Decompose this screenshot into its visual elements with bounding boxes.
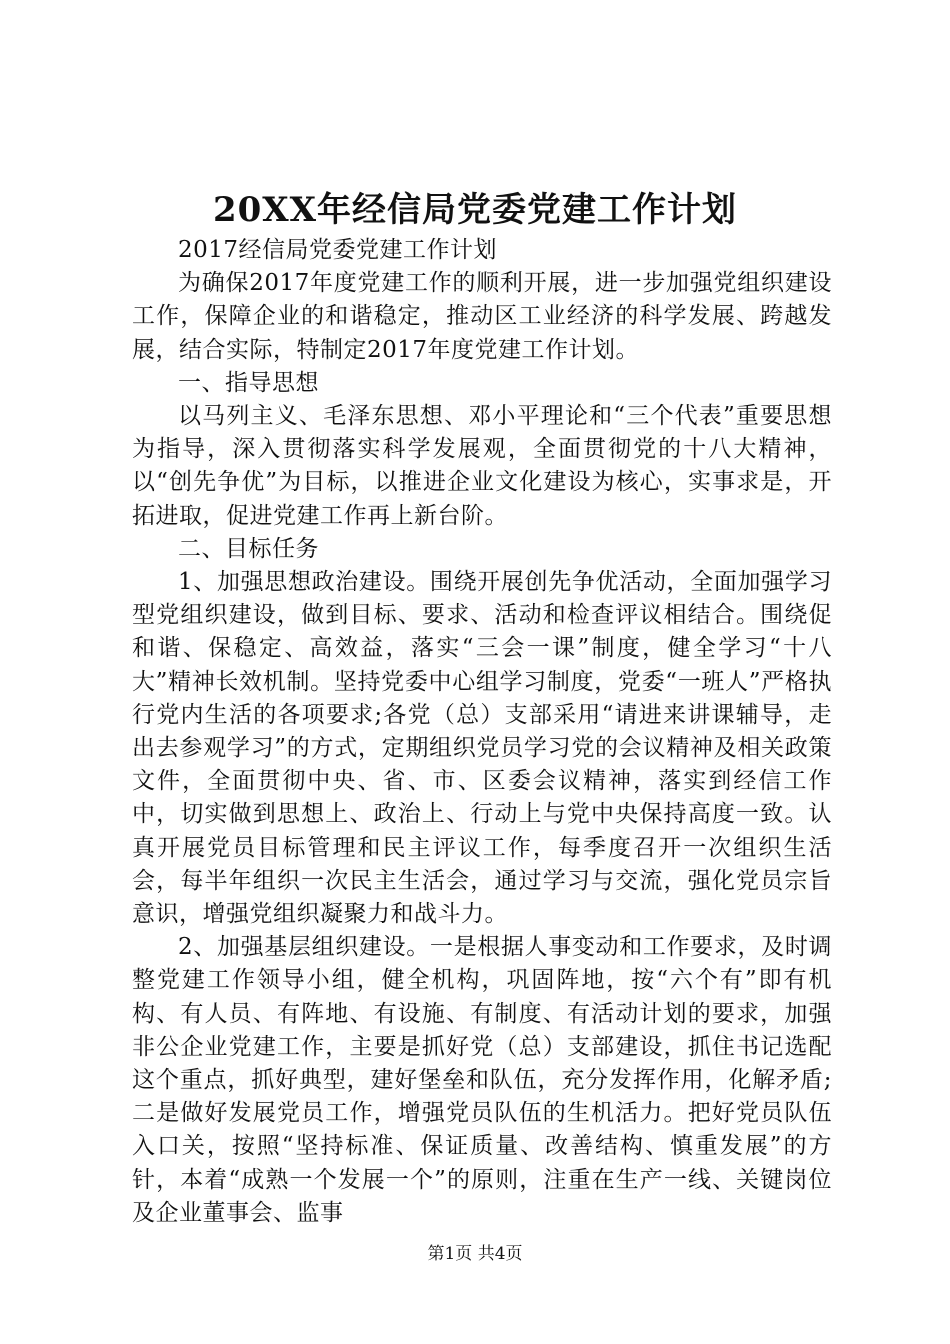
paragraph-subtitle: 2017经信局党委党建工作计划: [178, 237, 498, 263]
document-title: 20XX年经信局党委党建工作计划: [212, 190, 738, 230]
section-heading-goals-tasks: 二、目标任务: [178, 535, 319, 562]
document-body: [132, 234, 832, 1230]
page-number-footer: 第1页 共4页: [427, 1244, 523, 1264]
paragraph-guiding-ideology: 以马列主义、毛泽东思想、邓小平理论和“三个代表”重要思想为指导，深入贯彻落实科学发展观，全面贯彻党的十八大精神，以“创先争优”为目标，以推进企业文化建设为核心，实事求是，开拓进取，促进党建工作再上新台阶。: [132, 403, 832, 529]
paragraph-intro: 为确保2017年度党建工作的顺利开展，进一步加强党组织建设工作，保障企业的和谐稳定，推动区工业经济的科学发展、跨越发展，结合实际，特制定2017年度党建工作计划。: [132, 270, 832, 363]
section-heading-guiding-ideology: 一、指导思想: [178, 369, 319, 396]
paragraph-task-1: 1、加强思想政治建设。围绕开展创先争优活动，全面加强学习型党组织建设，做到目标、要求、活动和检查评议相结合。围绕促和谐、保稳定、高效益，落实“三会一课”制度，健全学习“十八大”精神长效机制。坚持党委中心组学习制度，党委“一班人”严格执行党内生活的各项要求;各党（总）支部采用“请进来讲课辅导，走出去参观学习”的方式，定期组织党员学习党的会议精神及相关政策文件，全面贯彻中央、省、市、区委会议精神，落实到经信工作中，切实做到思想上、政治上、行动上与党中央保持高度一致。认真开展党员目标管理和民主评议工作，每季度召开一次组织生活会，每半年组织一次民主生活会，通过学习与交流，强化党员宗旨意识，增强党组织凝聚力和战斗力。: [132, 569, 832, 928]
paragraph-task-2: 2、加强基层组织建设。一是根据人事变动和工作要求，及时调整党建工作领导小组，健全机构，巩固阵地，按“六个有”即有机构、有人员、有阵地、有设施、有制度、有活动计划的要求，加强非公企业党建工作，主要是抓好党（总）支部建设，抓住书记选配这个重点，抓好典型，建好堡垒和队伍，充分发挥作用，化解矛盾;二是做好发展党员工作，增强党员队伍的生机活力。把好党员队伍入口关，按照“坚持标准、保证质量、改善结构、慎重发展”的方针，本着“成熟一个发展一个”的原则，注重在生产一线、关键岗位及企业董事会、监事: [132, 934, 832, 1226]
